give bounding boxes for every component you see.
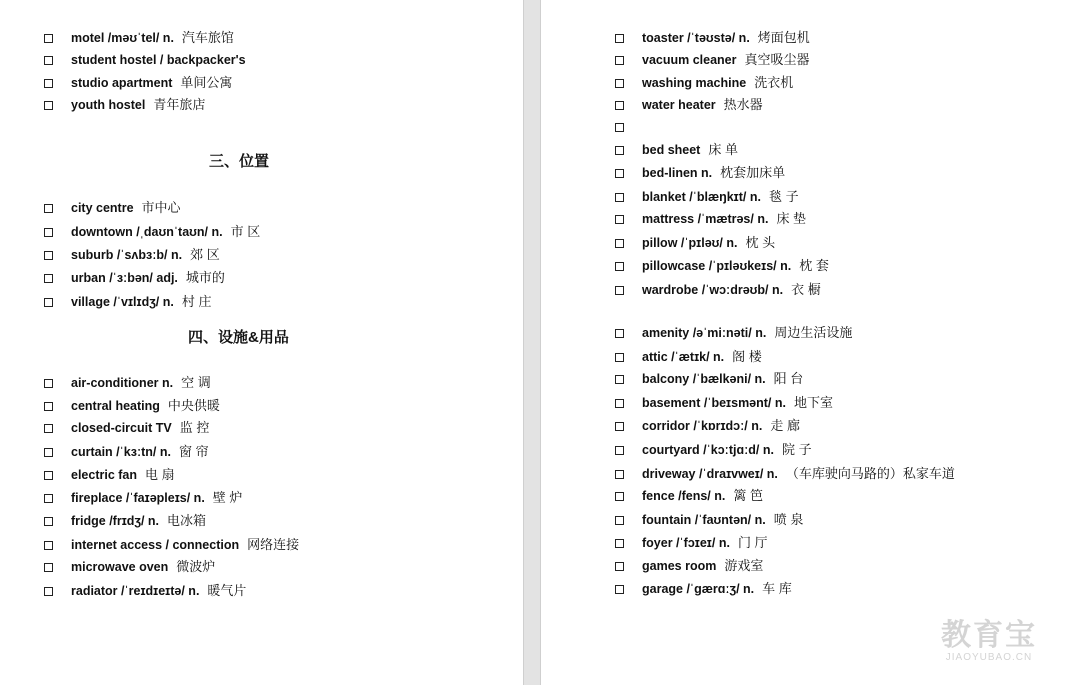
vocab-chinese: 中央供暖 (167, 398, 220, 413)
vocab-item (615, 209, 806, 229)
vocab-item (44, 535, 299, 555)
vocab-english: microwave oven (71, 560, 169, 574)
vocab-chinese: 郊 区 (190, 247, 220, 262)
checkbox-icon[interactable] (615, 146, 624, 155)
checkbox-icon[interactable] (615, 399, 624, 408)
vocab-chinese: 单间公寓 (180, 75, 233, 90)
vocab-english: corridor /ˈkɒrɪdɔː/ n. (642, 419, 763, 433)
vocab-item (44, 222, 260, 242)
checkbox-icon[interactable] (44, 448, 53, 457)
vocab-item (44, 245, 220, 265)
checkbox-icon[interactable] (615, 446, 624, 455)
vocab-item (44, 488, 242, 508)
vocab-english: pillowcase /ˈpɪləʊkeɪs/ n. (642, 259, 792, 273)
checkbox-icon[interactable] (44, 79, 53, 88)
vocab-chinese: 枕 套 (799, 258, 829, 273)
vocab-item (44, 198, 181, 218)
vocab-english: wardrobe /ˈwɔːdrəʊb/ n. (642, 283, 784, 297)
vocab-english: student hostel / backpacker's (71, 53, 246, 67)
checkbox-icon[interactable] (615, 353, 624, 362)
vocab-chinese: 衣 橱 (791, 282, 821, 297)
vocab-chinese: 篱 笆 (733, 488, 763, 503)
vocab-item (615, 579, 792, 599)
vocab-english: fridge /frɪdʒ/ n. (71, 514, 160, 528)
vocab-item (44, 50, 254, 70)
vocab-item (44, 396, 220, 416)
vocab-english: downtown /ˌdaʊnˈtaʊn/ n. (71, 225, 223, 239)
checkbox-icon[interactable] (615, 539, 624, 548)
watermark-text: 教育宝 (941, 619, 1037, 652)
vocab-item (44, 581, 246, 601)
vocab-chinese: 空 调 (181, 375, 211, 390)
vocab-item (44, 465, 175, 485)
checkbox-icon[interactable] (44, 298, 53, 307)
checkbox-icon[interactable] (44, 379, 53, 388)
vocab-item (615, 73, 793, 93)
vocab-item (44, 511, 206, 531)
checkbox-icon[interactable] (44, 34, 53, 43)
vocab-item (615, 28, 810, 48)
vocab-chinese: 市中心 (141, 200, 181, 215)
checkbox-icon[interactable] (615, 215, 624, 224)
vocab-item (615, 393, 833, 413)
checkbox-icon[interactable] (615, 329, 624, 338)
vocab-chinese: 村 庄 (181, 294, 212, 309)
vocab-item (615, 369, 803, 389)
vocab-chinese: 游戏室 (724, 558, 764, 573)
vocab-chinese: 烤面包机 (757, 30, 810, 45)
vocab-english: curtain /ˈkɜːtn/ n. (71, 445, 171, 459)
checkbox-icon[interactable] (44, 471, 53, 480)
vocab-chinese: 枕 头 (745, 235, 776, 250)
vocab-chinese: 床 垫 (776, 211, 807, 226)
vocab-english: central heating (71, 399, 160, 413)
vocab-item (615, 533, 768, 553)
vocab-english: vacuum cleaner (642, 53, 737, 67)
checkbox-icon[interactable] (615, 422, 624, 431)
vocab-english: city centre (71, 201, 134, 215)
vocab-item (44, 292, 211, 312)
vocab-chinese: 暖气片 (207, 583, 247, 598)
vocab-english: electric fan (71, 468, 138, 482)
vocab-english: bed-linen n. (642, 166, 713, 180)
vocab-english: washing machine (642, 76, 747, 90)
vocab-chinese: 窗 帘 (178, 444, 209, 459)
vocab-item (615, 95, 763, 115)
vocab-chinese: 喷 泉 (773, 512, 804, 527)
vocab-english: amenity /əˈmiːnəti/ n. (642, 326, 767, 340)
vocab-english: garage /ˈɡærɑːʒ/ n. (642, 582, 755, 596)
vocab-chinese: 壁 炉 (212, 490, 243, 505)
vocab-item (615, 510, 803, 530)
vocab-chinese: 真空吸尘器 (744, 52, 810, 67)
vocab-english: balcony /ˈbælkəni/ n. (642, 372, 766, 386)
checkbox-icon[interactable] (615, 193, 624, 202)
vocab-english: blanket /ˈblæŋkɪt/ n. (642, 190, 761, 204)
vocab-item (615, 50, 810, 70)
vocab-item (615, 256, 829, 276)
checkbox-icon[interactable] (44, 228, 53, 237)
vocab-english: suburb /ˈsʌbɜːb/ n. (71, 248, 183, 262)
checkbox-icon[interactable] (44, 424, 53, 433)
vocab-chinese: 阳 台 (773, 371, 804, 386)
vocab-item (44, 73, 232, 93)
checkbox-icon[interactable] (44, 204, 53, 213)
checkbox-icon[interactable] (615, 286, 624, 295)
vocab-item (615, 187, 799, 207)
vocab-english: mattress /ˈmætrəs/ n. (642, 212, 769, 226)
vocab-chinese: 院 子 (781, 442, 812, 457)
vocab-english: fountain /ˈfaʊntən/ n. (642, 513, 766, 527)
vocab-english: bed sheet (642, 143, 701, 157)
vocab-chinese: 汽车旅馆 (181, 30, 234, 45)
checkbox-icon[interactable] (615, 375, 624, 384)
vocab-english: toaster /ˈtəʊstə/ n. (642, 31, 750, 45)
checkbox-icon[interactable] (44, 494, 53, 503)
checkbox-icon[interactable] (44, 101, 53, 110)
vocab-chinese: 热水器 (723, 97, 763, 112)
checkbox-icon[interactable] (44, 517, 53, 526)
vocab-chinese: 走 廊 (770, 418, 800, 433)
vocab-chinese: （车库驶向马路的）私家车道 (785, 466, 955, 481)
vocab-english: driveway /ˈdraɪvweɪ/ n. (642, 467, 778, 481)
checkbox-icon[interactable] (615, 169, 624, 178)
vocab-english: courtyard /ˈkɔːtjɑːd/ n. (642, 443, 774, 457)
vocab-english: fireplace /ˈfaɪəpleɪs/ n. (71, 491, 205, 505)
vocab-english: fence /fens/ n. (642, 489, 726, 503)
vocab-item (615, 163, 785, 183)
watermark-logo (934, 620, 1044, 663)
checkbox-icon[interactable] (615, 585, 624, 594)
vocab-item (44, 442, 209, 462)
vocab-english: air-conditioner n. (71, 376, 174, 390)
checkbox-icon[interactable] (44, 56, 53, 65)
vocab-english: radiator /ˈreɪdɪeɪtə/ n. (71, 584, 200, 598)
vocab-chinese: 青年旅店 (153, 97, 206, 112)
vocab-item (615, 347, 762, 367)
vocab-chinese: 监 控 (179, 420, 210, 435)
checkbox-icon[interactable] (615, 79, 624, 88)
vocab-english: pillow /ˈpɪləʊ/ n. (642, 236, 738, 250)
vocab-chinese: 地下室 (794, 395, 834, 410)
section-heading-facilities: 四、设施&用品 (188, 329, 289, 346)
checkbox-icon[interactable] (44, 274, 53, 283)
checkbox-icon[interactable] (44, 587, 53, 596)
checkbox-icon[interactable] (44, 402, 53, 411)
vocab-chinese: 枕套加床单 (720, 165, 786, 180)
vocab-english: village /ˈvɪlɪdʒ/ n. (71, 295, 174, 309)
vocab-english: urban /ˈɜːbən/ adj. (71, 271, 178, 285)
checkbox-icon[interactable] (615, 123, 624, 132)
vocab-item (615, 416, 800, 436)
vocab-chinese: 阁 楼 (732, 349, 762, 364)
vocab-chinese: 城市的 (185, 270, 225, 285)
checkbox-icon[interactable] (615, 562, 624, 571)
checkbox-icon[interactable] (44, 251, 53, 260)
checkbox-icon[interactable] (615, 239, 624, 248)
watermark-domain: JIAOYUBAO.CN (945, 652, 1033, 663)
checkbox-icon[interactable] (44, 563, 53, 572)
vocab-item (44, 418, 209, 438)
vocab-english: attic /ˈætɪk/ n. (642, 350, 725, 364)
vocab-item (615, 323, 852, 343)
vocab-english: water heater (642, 98, 716, 112)
vocab-item (44, 95, 205, 115)
checkbox-icon[interactable] (615, 56, 624, 65)
left-page (0, 0, 523, 685)
vocab-item (44, 373, 211, 393)
vocab-chinese: 周边生活设施 (774, 325, 853, 340)
vocab-item (615, 280, 821, 300)
checkbox-icon[interactable] (44, 541, 53, 550)
vocab-chinese: 毯 子 (768, 189, 799, 204)
vocab-english: motel /məʊˈtel/ n. (71, 31, 174, 45)
vocab-item (615, 486, 763, 506)
right-page (541, 0, 1066, 685)
page-gutter (523, 0, 541, 685)
vocab-chinese: 床 单 (708, 142, 738, 157)
vocab-chinese: 网络连接 (247, 537, 300, 552)
vocab-english: basement /ˈbeɪsmənt/ n. (642, 396, 786, 410)
checkbox-icon[interactable] (615, 470, 624, 479)
vocab-english: games room (642, 559, 717, 573)
vocab-chinese: 微波炉 (176, 559, 216, 574)
checkbox-icon[interactable] (615, 34, 624, 43)
vocab-item (44, 268, 225, 288)
vocab-item (615, 117, 650, 137)
vocab-item (615, 233, 775, 253)
checkbox-icon[interactable] (615, 492, 624, 501)
vocab-english: studio apartment (71, 76, 173, 90)
vocab-item (44, 28, 234, 48)
vocab-item (615, 556, 763, 576)
vocab-chinese: 车 库 (762, 581, 792, 596)
vocab-english: closed-circuit TV (71, 421, 172, 435)
vocab-chinese: 市 区 (230, 224, 261, 239)
vocab-chinese: 电 扇 (145, 467, 175, 482)
vocab-item (44, 557, 215, 577)
vocab-chinese: 门 厅 (737, 535, 768, 550)
vocab-chinese: 洗衣机 (754, 75, 794, 90)
checkbox-icon[interactable] (615, 101, 624, 110)
section-heading-location: 三、位置 (209, 153, 270, 170)
checkbox-icon[interactable] (615, 516, 624, 525)
vocab-item (615, 464, 955, 484)
vocab-english: foyer /ˈfɔɪeɪ/ n. (642, 536, 730, 550)
vocab-item (615, 140, 738, 160)
vocab-english: internet access / connection (71, 538, 240, 552)
checkbox-icon[interactable] (615, 262, 624, 271)
vocab-english: youth hostel (71, 98, 146, 112)
vocab-item (615, 440, 812, 460)
vocab-chinese: 电冰箱 (167, 513, 207, 528)
